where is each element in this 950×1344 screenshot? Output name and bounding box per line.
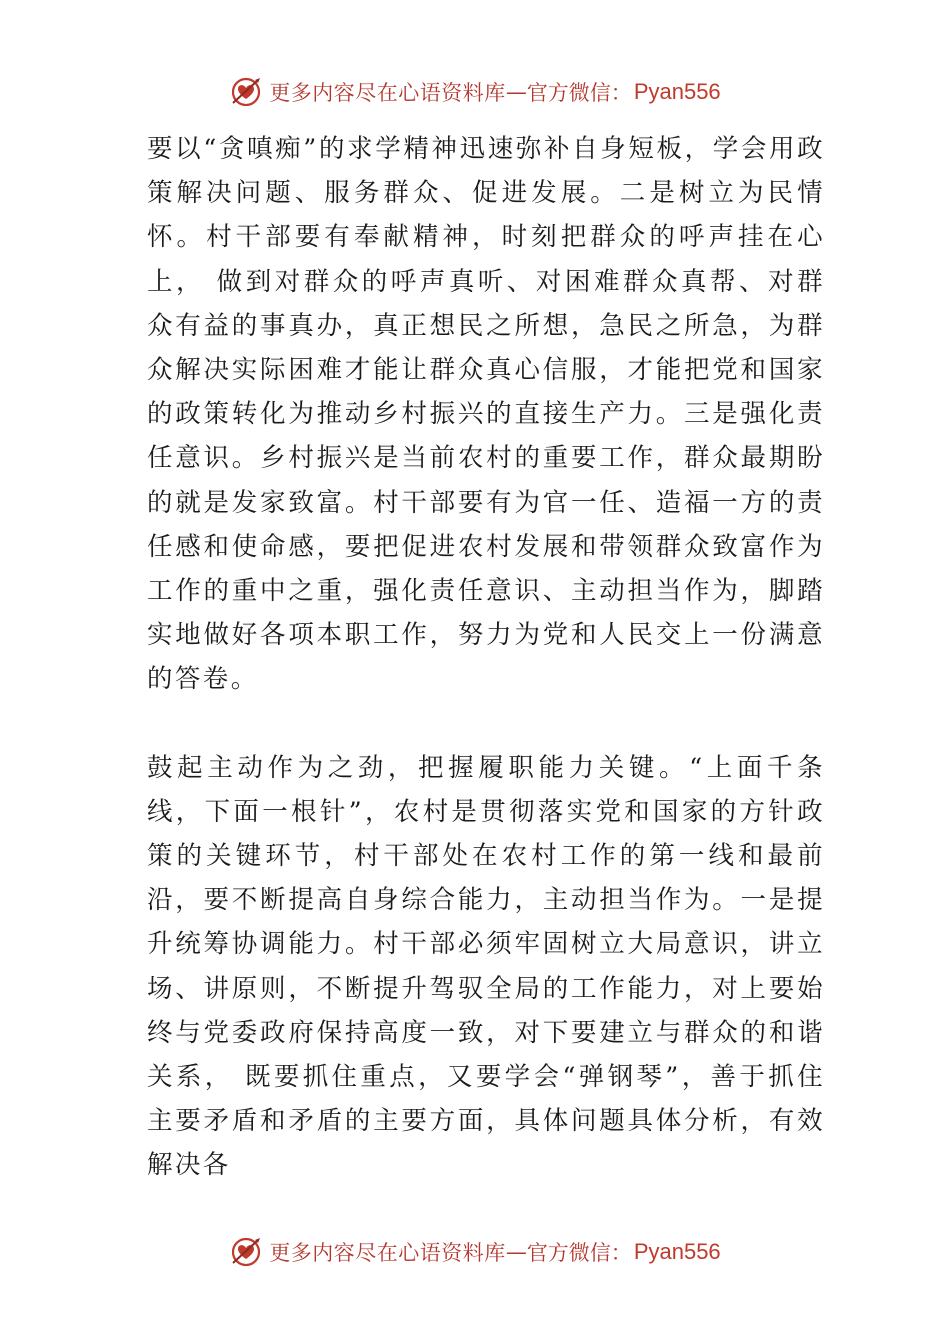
footer-contact-id: Pyan556 (633, 1239, 721, 1264)
body-paragraph-2: 鼓起主动作为之劲，把握履职能力关键。“上面千条线，下面一根针”，农村是贯彻落实党和国家的方针政策的关键环节，村干部处在农村工作的第一线和最前沿，要不断提高自身综合能力，主动担当作为。一是提升统筹协调能力。村干部必须牢固树立大局意识，讲立场、讲原则，不断提升驾驭全局的工作能力，对上要始终与党委政府保持高度一致，对下要建立与群众的和谐关系， 既要抓住重点，又要学会“弹钢琴”，善于抓住主要矛盾和矛盾的主要方面，具体问题具体分析，有效解决各 (147, 752, 825, 1181)
header-watermark (0, 72, 950, 112)
footer-site-text: 更多内容尽在心语资料库 (269, 1241, 506, 1265)
header-contact-id: Pyan556 (633, 79, 721, 104)
header-separator: — (505, 80, 527, 104)
header-site-text: 更多内容尽在心语资料库 (269, 81, 506, 105)
document-body (147, 127, 825, 1188)
heart-quill-logo-icon (229, 75, 263, 109)
footer-separator: — (505, 1240, 527, 1264)
heart-quill-logo-icon (229, 1235, 263, 1269)
footer-watermark (0, 1232, 950, 1272)
header-contact-label: 官方微信： (526, 81, 632, 105)
body-paragraph-1: 要以“贪嗔痴”的求学精神迅速弥补自身短板，学会用政策解决问题、服务群众、促进发展。二是树立为民情怀。村干部要有奉献精神，时刻把群众的呼声挂在心上， 做到对群众的呼声真听、对困难群众真帮、对群众有益的事真办，真正想民之所想，急民之所急，为群众解决实际困难才能让群众真心信服，才能把党和国家的政策转化为推动乡村振兴的直接生产力。三是强化责任意识。乡村振兴是当前农村的重要工作，群众最期盼的就是发家致富。村干部要有为官一任、造福一方的责任感和使命感，要把促进农村发展和带领群众致富作为工作的重中之重，强化责任意识、主动担当作为，脚踏实地做好各项本职工作，努力为党和人民交上一份满意的答卷。 (147, 134, 825, 695)
footer-contact-label: 官方微信： (526, 1241, 632, 1265)
